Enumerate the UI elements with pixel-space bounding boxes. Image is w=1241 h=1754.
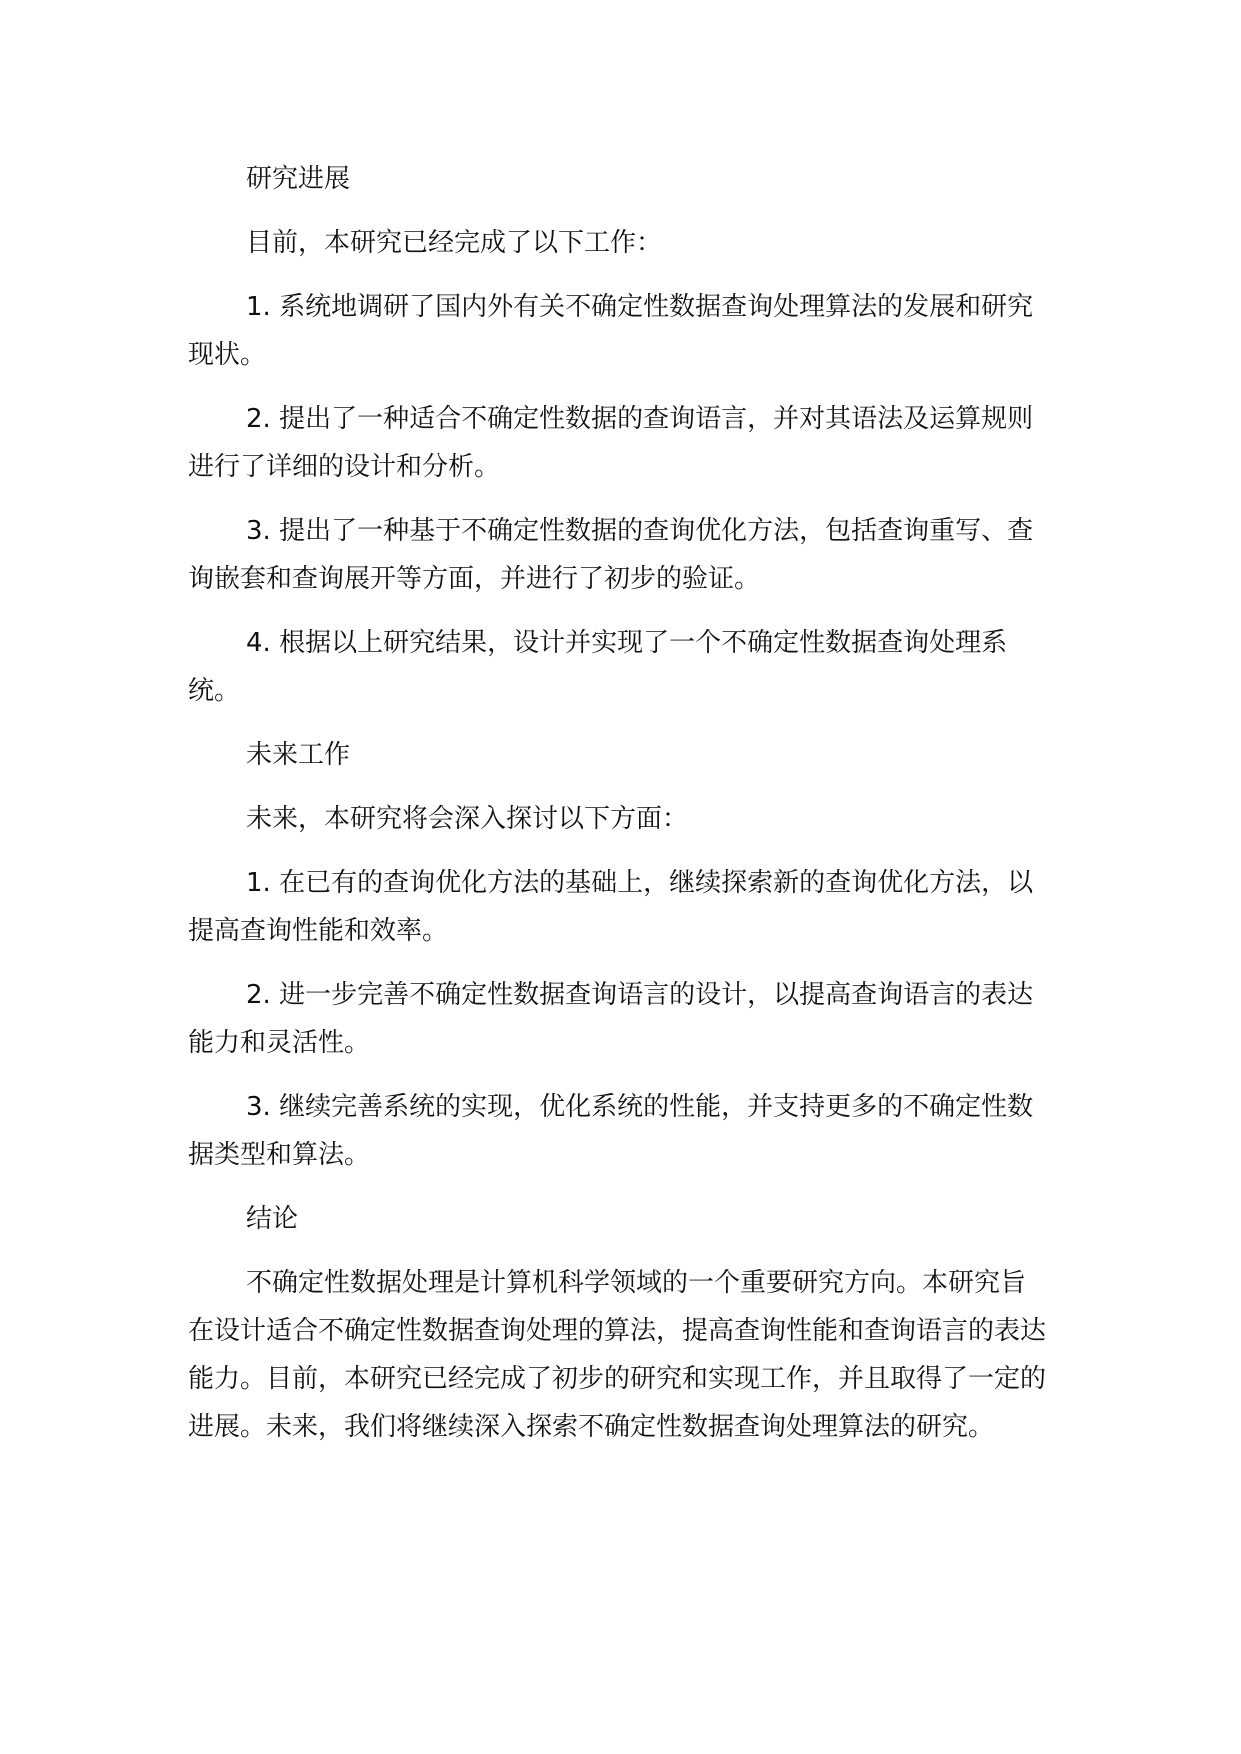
- conclusion-body: 不确定性数据处理是计算机科学领域的一个重要研究方向。本研究旨在设计适合不确定性数据查询处理的算法，提高查询性能和查询语言的表达能力。目前，本研究已经完成了初步的研究和实现工作，并且取得了一定的进展。未来，我们将继续深入探索不确定性数据查询处理算法的研究。: [188, 1268, 1047, 1442]
- progress-item-4: 4. 根据以上研究结果，设计并实现了一个不确定性数据查询处理系统。: [188, 628, 1008, 706]
- progress-intro: 目前，本研究已经完成了以下工作：: [246, 228, 663, 258]
- section-heading-conclusion: 结论: [246, 1204, 299, 1234]
- progress-item-3: 3. 提出了一种基于不确定性数据的查询优化方法，包括查询重写、查询嵌套和查询展开等方面，并进行了初步的验证。: [188, 516, 1034, 594]
- progress-item-2: 2. 提出了一种适合不确定性数据的查询语言，并对其语法及运算规则进行了详细的设计和分析。: [188, 404, 1034, 482]
- future-item-2: 2. 进一步完善不确定性数据查询语言的设计，以提高查询语言的表达能力和灵活性。: [188, 980, 1034, 1058]
- document-body: [188, 155, 1048, 1451]
- section-heading-progress: 研究进展: [246, 164, 351, 194]
- future-item-3: 3. 继续完善系统的实现，优化系统的性能，并支持更多的不确定性数据类型和算法。: [188, 1092, 1034, 1170]
- section-heading-future: 未来工作: [246, 740, 351, 770]
- future-item-1: 1. 在已有的查询优化方法的基础上，继续探索新的查询优化方法，以提高查询性能和效率。: [188, 868, 1034, 946]
- progress-item-1: 1. 系统地调研了国内外有关不确定性数据查询处理算法的发展和研究现状。: [188, 292, 1034, 370]
- future-intro: 未来，本研究将会深入探讨以下方面：: [246, 804, 689, 834]
